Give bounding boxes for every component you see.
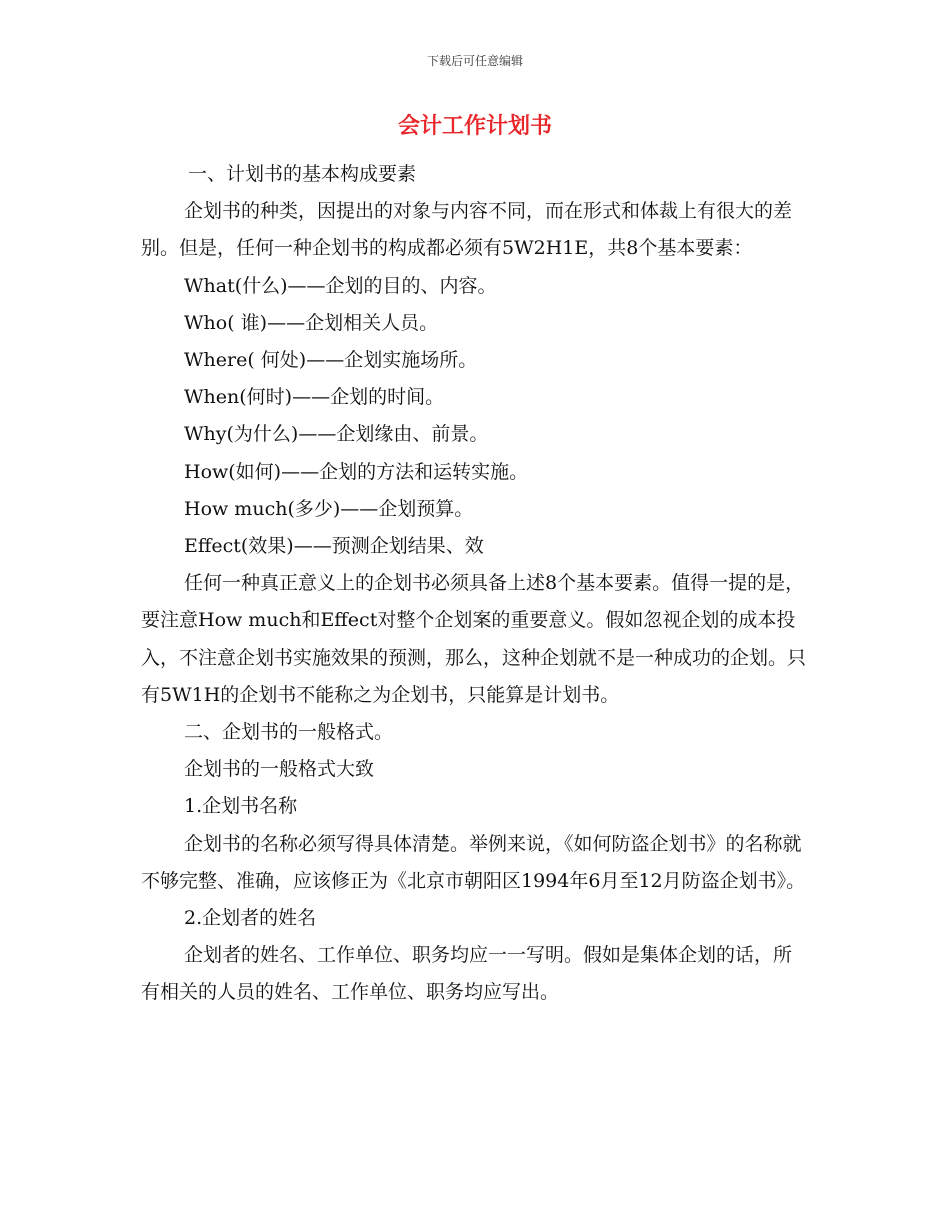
list-item-how-much: How much(多少)——企划预算。: [184, 497, 474, 520]
document-body: [141, 156, 809, 1012]
subheading-planner: 2.企划者的姓名: [184, 907, 317, 930]
list-item-how: How(如何)——企划的方法和运转实施。: [184, 460, 529, 483]
paragraph-summary: 任何一种真正意义上的企划书必须具备上述8个基本要素。值得一提的是，要注意How much和Effect对整个企划案的重要意义。假如忽视企划的成本投入，不注意企划书实施效果的预测，那么，这种企划就不是一种成功的企划。只有5W1H的企划书不能称之为企划书，只能算是计划书。: [141, 572, 807, 706]
paragraph-intro: 企划书的种类，因提出的对象与内容不同，而在形式和体裁上有很大的差别。但是，任何一种企划书的构成都必须有5W2H1E，共8个基本要素：: [141, 200, 793, 260]
section-heading-1: 一、计划书的基本构成要素: [188, 163, 417, 185]
section-heading-2: 二、企划书的一般格式。: [184, 721, 394, 744]
subheading-name: 1.企划书名称: [184, 795, 298, 818]
list-item-why: Why(为什么)——企划缘由、前景。: [184, 423, 489, 446]
list-item-who: Who( 谁)——企划相关人员。: [184, 311, 439, 334]
list-item-when: When(何时)——企划的时间。: [184, 386, 445, 409]
paragraph-format-intro: 企划书的一般格式大致: [184, 758, 375, 781]
paragraph-name: 企划书的名称必须写得具体清楚。举例来说，《如何防盗企划书》的名称就不够完整、准确，应该修正为《北京市朝阳区1994年6月至12月防盗企划书》。: [141, 832, 806, 892]
document-title: 会计工作计划书: [397, 114, 552, 139]
list-item-effect: Effect(效果)——预测企划结果、效: [184, 535, 484, 558]
list-item-what: What(什么)——企划的目的、内容。: [184, 274, 497, 297]
page-header: 下载后可任意编辑: [426, 54, 523, 68]
paragraph-planner: 企划者的姓名、工作单位、职务均应一一写明。假如是集体企划的话，所有相关的人员的姓名、工作单位、职务均应写出。: [141, 944, 793, 1004]
list-item-where: Where( 何处)——企划实施场所。: [184, 349, 478, 372]
